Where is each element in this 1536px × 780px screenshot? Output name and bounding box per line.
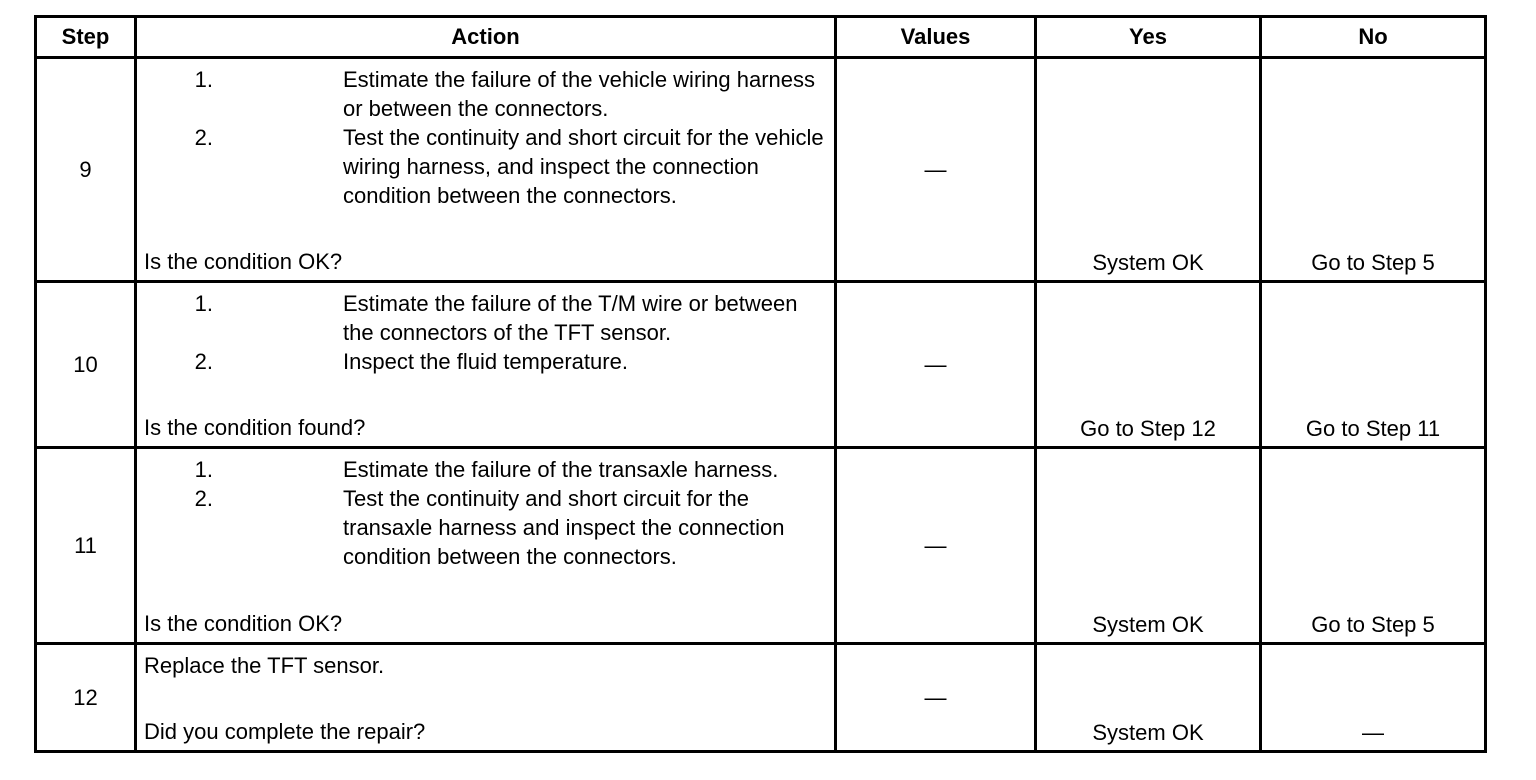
action-steps — [137, 59, 834, 210]
step-text: Estimate the failure of the transaxle harness. — [343, 457, 779, 482]
step-text: Estimate the failure of the vehicle wiring harness or between the connectors. — [343, 67, 816, 121]
action-question: Did you complete the repair? — [144, 719, 426, 744]
header-row — [36, 17, 1486, 58]
action-cell — [136, 58, 836, 282]
step-number: 12 — [36, 644, 136, 752]
action-steps — [137, 449, 834, 571]
action-step — [137, 455, 834, 484]
table-row — [36, 58, 1486, 282]
step-number: 9 — [36, 58, 136, 282]
diagnostic-table — [34, 15, 1487, 753]
action-text: Replace the TFT sensor. — [144, 653, 385, 678]
yes-cell: System OK — [1036, 644, 1261, 752]
action-step — [137, 484, 834, 571]
step-index: 2. — [194, 125, 213, 150]
step-text: Test the continuity and short circuit for the transaxle harness and inspect the connection condition between the connectors. — [343, 486, 785, 569]
action-question: Is the condition found? — [144, 415, 366, 440]
action-cell — [136, 282, 836, 448]
header-values: Values — [836, 17, 1036, 58]
step-index: 2. — [194, 486, 213, 511]
action-cell — [136, 448, 836, 644]
step-index: 1. — [194, 291, 213, 316]
no-cell: Go to Step 5 — [1261, 448, 1486, 644]
yes-cell: Go to Step 12 — [1036, 282, 1261, 448]
header-step: Step — [36, 17, 136, 58]
step-index: 2. — [194, 349, 213, 374]
step-text: Estimate the failure of the T/M wire or between the connectors of the TFT sensor. — [343, 291, 798, 345]
step-text: Test the continuity and short circuit for the vehicle wiring harness, and inspect the connection condition between the connectors. — [343, 125, 824, 208]
table-row — [36, 282, 1486, 448]
action-step — [137, 65, 834, 123]
no-cell: Go to Step 11 — [1261, 282, 1486, 448]
table-row — [36, 644, 1486, 752]
action-question: Is the condition OK? — [144, 249, 343, 274]
header-yes: Yes — [1036, 17, 1261, 58]
table-row — [36, 448, 1486, 644]
values-cell: — — [836, 448, 1036, 644]
step-text: Inspect the fluid temperature. — [343, 349, 628, 374]
action-step — [137, 289, 834, 347]
action-cell — [136, 644, 836, 752]
no-cell: — — [1261, 644, 1486, 752]
step-index: 1. — [194, 457, 213, 482]
yes-cell: System OK — [1036, 58, 1261, 282]
action-steps — [137, 283, 834, 376]
values-cell: — — [836, 58, 1036, 282]
action-question: Is the condition OK? — [144, 611, 343, 636]
values-cell: — — [836, 644, 1036, 752]
action-step — [137, 347, 834, 376]
header-no: No — [1261, 17, 1486, 58]
step-index: 1. — [194, 67, 213, 92]
header-action: Action — [136, 17, 836, 58]
action-step — [137, 123, 834, 210]
values-cell: — — [836, 282, 1036, 448]
no-cell: Go to Step 5 — [1261, 58, 1486, 282]
step-number: 10 — [36, 282, 136, 448]
step-number: 11 — [36, 448, 136, 644]
yes-cell: System OK — [1036, 448, 1261, 644]
